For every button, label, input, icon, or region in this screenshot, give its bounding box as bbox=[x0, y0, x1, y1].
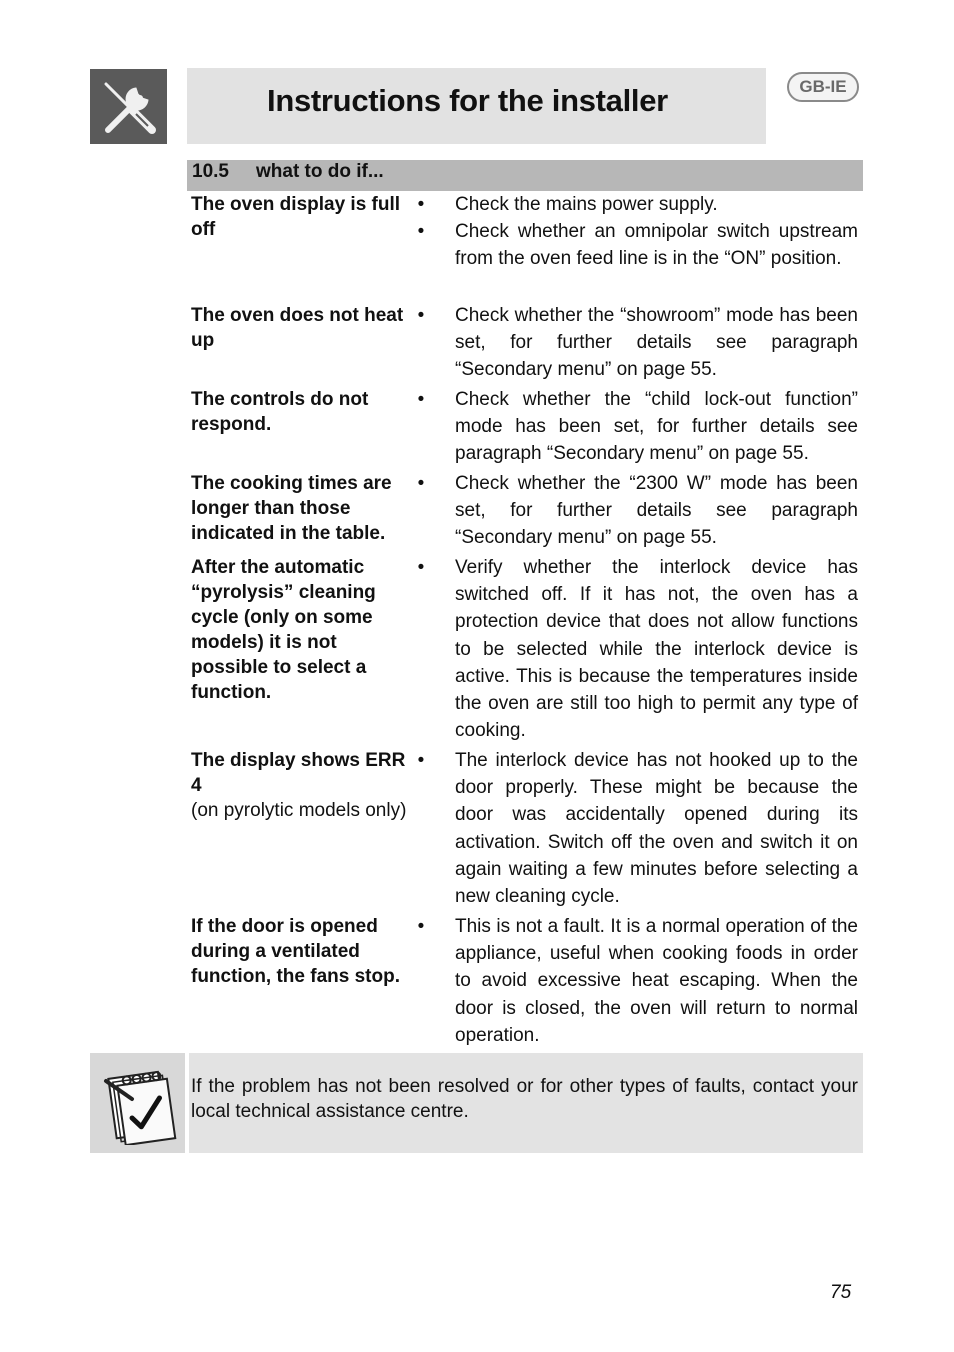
bullet: • bbox=[417, 557, 425, 578]
problem-cell bbox=[191, 302, 413, 386]
troubleshooting-table bbox=[191, 191, 858, 1053]
tools-icon bbox=[90, 69, 167, 144]
section-heading bbox=[187, 160, 863, 191]
bullet: • bbox=[417, 389, 425, 410]
check-text: Check whether an omnipolar switch upstream from the oven feed line is in the “ON” position. bbox=[455, 221, 858, 270]
problem-note: (on pyrolytic models only) bbox=[191, 800, 407, 821]
page-number: 75 bbox=[830, 1282, 852, 1303]
problem-text: The display shows ERR 4 bbox=[191, 750, 406, 796]
table-row bbox=[191, 913, 858, 1053]
section-number: 10.5 bbox=[192, 161, 229, 182]
checks-cell bbox=[413, 554, 858, 747]
header-bar bbox=[187, 68, 766, 144]
language-badge: GB-IE bbox=[787, 72, 859, 102]
table-row bbox=[191, 386, 858, 470]
problem-cell bbox=[191, 191, 413, 302]
table-row bbox=[191, 191, 858, 302]
problem-cell bbox=[191, 747, 413, 913]
bullet: • bbox=[417, 916, 425, 937]
list-item bbox=[413, 913, 858, 1049]
problem-cell bbox=[191, 386, 413, 470]
page-title: Instructions for the installer bbox=[267, 83, 668, 118]
table-row bbox=[191, 470, 858, 554]
bullet: • bbox=[417, 473, 425, 494]
section-title: what to do if... bbox=[256, 161, 384, 182]
check-text: This is not a fault. It is a normal operation of the appliance, useful when cooking foods in order to avoid excessive heat escaping. When the door is closed, the oven will return to normal operation. bbox=[455, 916, 858, 1046]
check-text: Check whether the “child lock-out function” mode has been set, for further details see paragraph “Secondary menu” on page 55. bbox=[455, 389, 858, 465]
checks-cell bbox=[413, 302, 858, 386]
list-item bbox=[413, 302, 858, 384]
checks-cell bbox=[413, 191, 858, 302]
list-item bbox=[413, 747, 858, 910]
screwdriver-wrench-icon bbox=[96, 74, 162, 140]
note-box bbox=[189, 1053, 863, 1153]
checks-cell bbox=[413, 470, 858, 554]
check-text: Check whether the “showroom” mode has been set, for further details see paragraph “Secondary menu” on page 55. bbox=[455, 305, 858, 381]
list-item bbox=[413, 386, 858, 468]
checks-cell bbox=[413, 747, 858, 913]
problem-text: The oven display is full off bbox=[191, 194, 401, 240]
bullet: • bbox=[417, 194, 425, 215]
problem-text: If the door is opened during a ventilated function, the fans stop. bbox=[191, 916, 400, 987]
bullet: • bbox=[417, 750, 425, 771]
problem-text: The cooking times are longer than those indicated in the table. bbox=[191, 473, 392, 544]
problem-cell bbox=[191, 554, 413, 747]
bullet: • bbox=[417, 305, 425, 326]
checks-cell bbox=[413, 913, 858, 1053]
problem-text: The controls do not respond. bbox=[191, 389, 369, 435]
table-row bbox=[191, 302, 858, 386]
bullet: • bbox=[417, 221, 425, 243]
problem-cell bbox=[191, 913, 413, 1053]
check-text: Verify whether the interlock device has switched off. If it has not, the oven has a protection device that does not allow functions to be selected while the interlock device is active. This is because the temperatures inside the oven are still too high to permit any type of cooking. bbox=[455, 557, 858, 742]
check-text: Check whether the “2300 W” mode has been set, for further details see paragraph “Secondary menu” on page 55. bbox=[455, 473, 858, 549]
check-text: The interlock device has not hooked up to the door properly. These might be because the door was accidentally opened during its activation. Switch off the oven and switch it on again waiting a few minutes before selecting a new cleaning cycle. bbox=[455, 750, 858, 908]
problem-text: After the automatic “pyrolysis” cleaning cycle (only on some models) it is not possible to select a function. bbox=[191, 557, 376, 703]
list-item bbox=[413, 470, 858, 552]
notepad-check-icon bbox=[90, 1053, 185, 1153]
table-row bbox=[191, 554, 858, 747]
list-item bbox=[413, 554, 858, 744]
list-item bbox=[413, 191, 858, 218]
notepad-icon bbox=[98, 1061, 178, 1145]
table-row bbox=[191, 747, 858, 913]
note-text: If the problem has not been resolved or for other types of faults, contact your local technical assistance centre. bbox=[191, 1076, 858, 1122]
problem-cell bbox=[191, 470, 413, 554]
checks-cell bbox=[413, 386, 858, 470]
list-item bbox=[413, 218, 858, 272]
problem-text: The oven does not heat up bbox=[191, 305, 404, 351]
check-text: Check the mains power supply. bbox=[455, 194, 718, 215]
